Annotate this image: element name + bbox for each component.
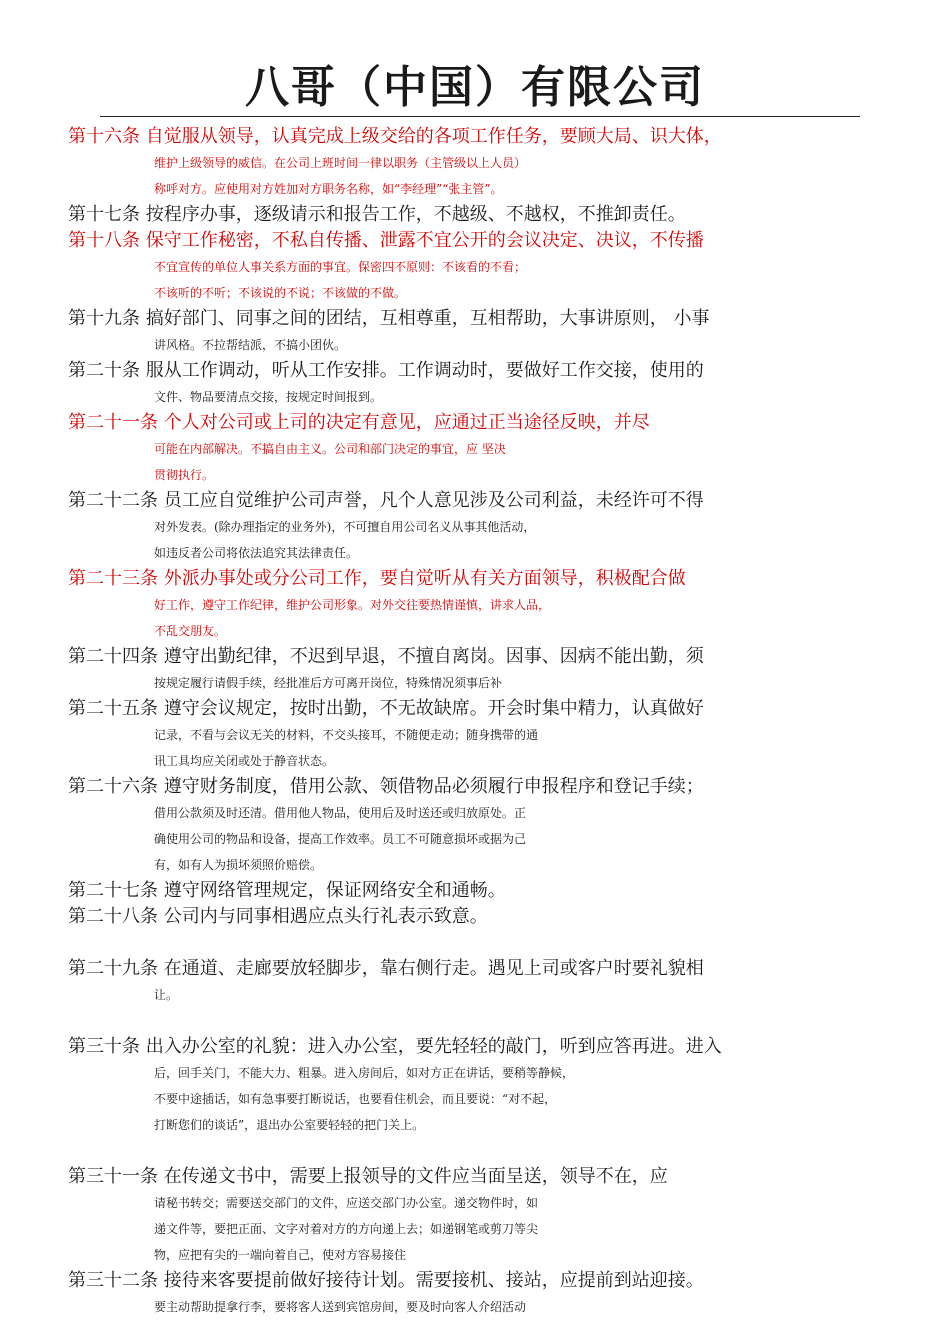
article-line: 递文件等，要把正面、文字对着对方的方向递上去；如递钢笔或剪刀等尖	[154, 1222, 539, 1236]
article-line: 称呼对方。应使用对方姓加对方职务名称，如“李经理”“张主管”。	[154, 182, 503, 196]
article-line: 可能在内部解决。不搞自由主义。公司和部门决定的事宜，应 坚决	[154, 442, 506, 456]
article-first-line: 第二十三条 外派办事处或分公司工作，要自觉听从有关方面领导，积极配合做	[68, 568, 686, 589]
article-line: 不该听的不听；不该说的不说；不该做的不做。	[154, 286, 407, 300]
article-line: 不乱交朋友。	[154, 624, 227, 638]
article-line: 要主动帮助提拿行李，要将客人送到宾馆房间，要及时向客人介绍活动	[154, 1300, 527, 1314]
article	[68, 228, 868, 306]
article-line: 维护上级领导的威信。在公司上班时间一律以职务（主管级以上人员）	[154, 156, 527, 170]
article	[68, 1268, 868, 1320]
paragraph-gap	[68, 1008, 868, 1034]
article	[68, 202, 868, 228]
article-first-line: 第二十七条 遵守网络管理规定，保证网络安全和通畅。	[68, 880, 506, 901]
article-line: 好工作，遵守工作纪律，维护公司形象。对外交往要热情谨慎，讲求人品，	[154, 598, 551, 612]
article	[68, 306, 868, 358]
article	[68, 904, 868, 930]
article-line: 贯彻执行。	[154, 468, 215, 482]
article-line: 讲风格。不拉帮结派，不搞小团伙。	[154, 338, 347, 352]
article-line: 有，如有人为损坏须照价赔偿。	[154, 858, 323, 872]
article-line: 记录，不看与会议无关的材料，不交头接耳，不随便走动；随身携带的通	[154, 728, 539, 742]
article-line: 讯工具均应关闭或处于静音状态。	[154, 754, 335, 768]
article-first-line: 第二十六条 遵守财务制度，借用公款、领借物品必须履行申报程序和登记手续；	[68, 776, 704, 797]
page-title: 八哥（中国）有限公司	[245, 62, 705, 113]
article-line: 不要中途插话，如有急事要打断说话，也要看住机会，而且要说：“对不起，	[154, 1092, 557, 1106]
article-first-line: 第二十五条 遵守会议规定，按时出勤，不无故缺席。开会时集中精力，认真做好	[68, 698, 704, 719]
article-first-line: 第十九条 搞好部门、同事之间的团结，互相尊重，互相帮助，大事讲原则， 小事	[68, 308, 710, 329]
article	[68, 956, 868, 1008]
article-line: 让。	[154, 988, 179, 1002]
title-underline	[100, 116, 860, 117]
article-first-line: 第二十一条 个人对公司或上司的决定有意见，应通过正当途径反映，并尽	[68, 412, 650, 433]
article	[68, 696, 868, 774]
article-line: 不宜宣传的单位人事关系方面的事宜。保密四不原则：不该看的不看；	[154, 260, 527, 274]
article-first-line: 第三十二条 接待来客要提前做好接待计划。需要接机、接站，应提前到站迎接。	[68, 1270, 704, 1291]
document-body	[68, 124, 868, 1320]
article-first-line: 第二十四条 遵守出勤纪律，不迟到早退，不擅自离岗。因事、因病不能出勤，须	[68, 646, 704, 667]
paragraph-gap	[68, 930, 868, 956]
article-line: 如违反者公司将依法追究其法律责任。	[154, 546, 359, 560]
article	[68, 878, 868, 904]
article	[68, 358, 868, 410]
article-first-line: 第十六条 自觉服从领导，认真完成上级交给的各项工作任务，要顾大局、识大体，	[68, 126, 722, 147]
article-first-line: 第二十条 服从工作调动，听从工作安排。工作调动时，要做好工作交接，使用的	[68, 360, 704, 381]
article-first-line: 第十八条 保守工作秘密，不私自传播、泄露不宜公开的会议决定、决议，不传播	[68, 230, 704, 251]
article	[68, 774, 868, 878]
article	[68, 566, 868, 644]
article-line: 按规定履行请假手续，经批准后方可离开岗位，特殊情况须事后补	[154, 676, 503, 690]
article-line: 借用公款须及时还清。借用他人物品，使用后及时送还或归放原处。正	[154, 806, 527, 820]
article	[68, 1034, 868, 1138]
article-line: 请秘书转交；需要送交部门的文件，应送交部门办公室。递交物件时，如	[154, 1196, 539, 1210]
article-line: 打断您们的谈话”，退出办公室要轻轻的把门关上。	[154, 1118, 425, 1132]
article-line: 后，回手关门，不能大力、粗暴。进入房间后，如对方正在讲话，要稍等静候，	[154, 1066, 575, 1080]
article-line: 物，应把有尖的一端向着自己，使对方容易接住	[154, 1248, 407, 1262]
article-first-line: 第十七条 按程序办事，逐级请示和报告工作，不越级、不越权，不推卸责任。	[68, 204, 686, 225]
article-first-line: 第二十二条 员工应自觉维护公司声誉，凡个人意见涉及公司利益，未经许可不得	[68, 490, 704, 511]
article-first-line: 第三十条 出入办公室的礼貌：进入办公室，要先轻轻的敲门，听到应答再进。进入	[68, 1036, 722, 1057]
article	[68, 1164, 868, 1268]
article-line: 对外发表。(除办理指定的业务外)，不可擅自用公司名义从事其他活动，	[154, 520, 536, 534]
paragraph-gap	[68, 1138, 868, 1164]
article-first-line: 第二十九条 在通道、走廊要放轻脚步，靠右侧行走。遇见上司或客户时要礼貌相	[68, 958, 704, 979]
article	[68, 644, 868, 696]
article	[68, 488, 868, 566]
article-first-line: 第二十八条 公司内与同事相遇应点头行礼表示致意。	[68, 906, 488, 927]
article-line: 文件、物品要清点交接，按规定时间报到。	[154, 390, 383, 404]
article-line: 确使用公司的物品和设备，提高工作效率。员工不可随意损坏或据为己	[154, 832, 527, 846]
article-first-line: 第三十一条 在传递文书中，需要上报领导的文件应当面呈送，领导不在，应	[68, 1166, 668, 1187]
article	[68, 410, 868, 488]
article	[68, 124, 868, 202]
